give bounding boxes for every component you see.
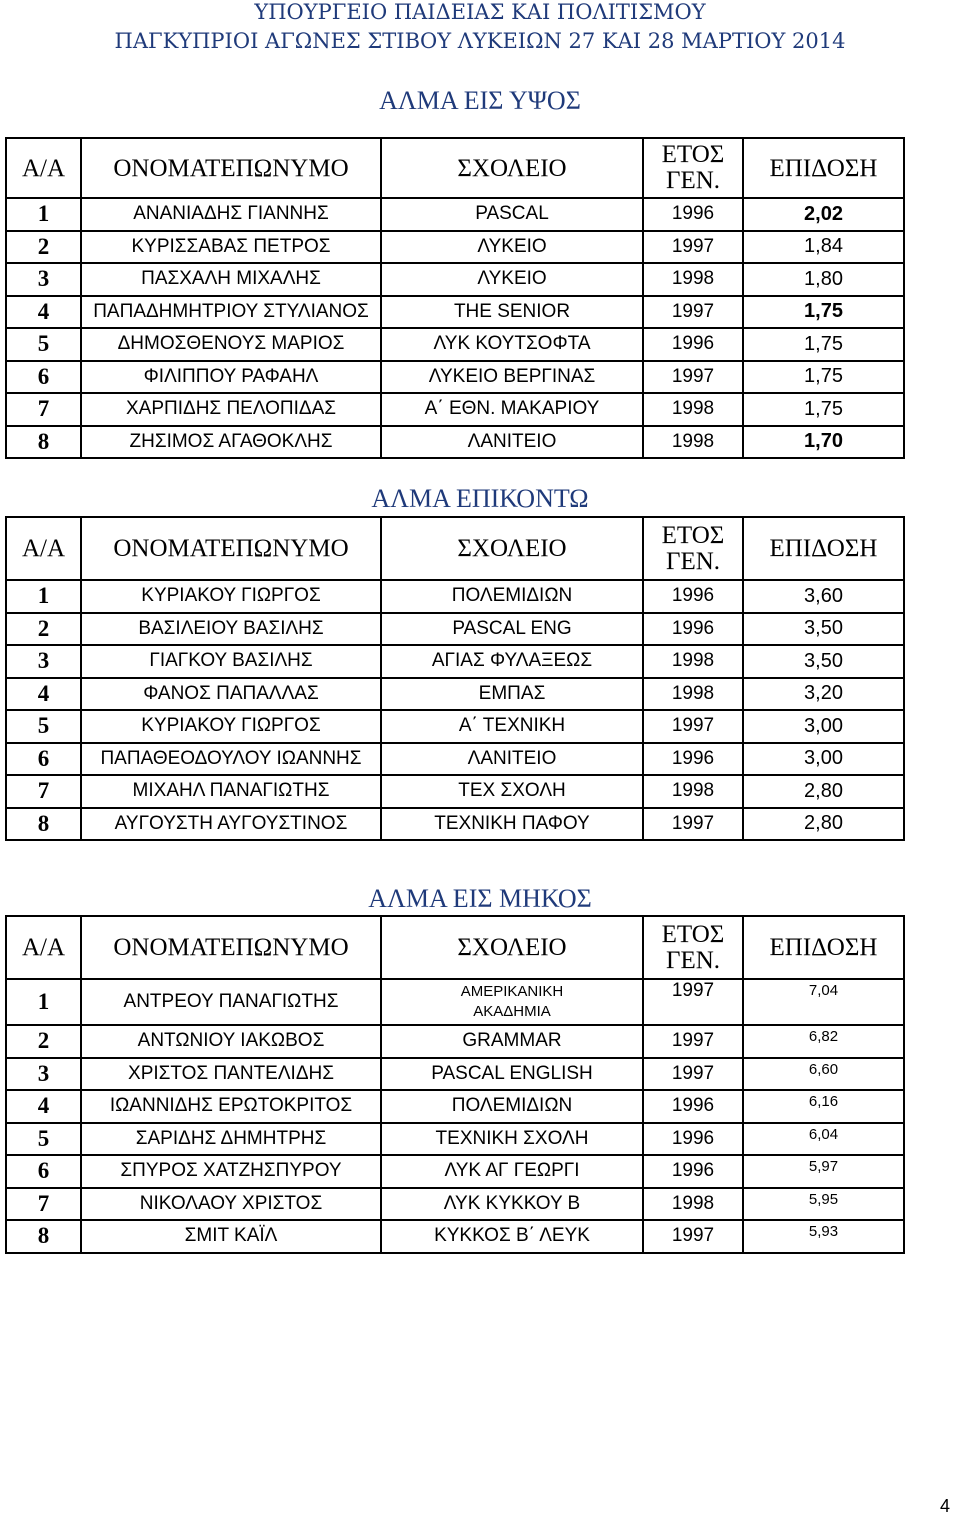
row-number: 3 [6,1058,81,1091]
col-aa: Α/Α [6,916,81,979]
row-number: 3 [6,645,81,678]
col-school: ΣΧΟΛΕΙΟ [381,916,643,979]
table-row [6,1090,904,1123]
birth-year: 1998 [643,645,743,678]
performance: 1,75 [743,328,904,361]
pole-vault-title: ΑΛΜΑ ΕΠΙΚΟΝΤΩ [371,484,589,513]
row-number: 1 [6,580,81,613]
birth-year: 1996 [643,328,743,361]
school: ΕΜΠΑΣ [381,678,643,711]
birth-year: 1996 [643,1155,743,1188]
athlete-name: ΒΑΣΙΛΕΙΟΥ ΒΑΣΙΛΗΣ [81,613,381,646]
col-year-line1: ΕΤΟΣ [661,920,725,948]
row-number: 4 [6,296,81,329]
athlete-name: ΑΝΤΩΝΙΟΥ ΙΑΚΩΒΟΣ [81,1025,381,1058]
school: ΛΥΚΕΙΟ [381,263,643,296]
performance: 1,84 [743,231,904,264]
row-number: 8 [6,1220,81,1253]
row-number: 2 [6,613,81,646]
birth-year: 1997 [643,296,743,329]
school: ΛΥΚΕΙΟ [381,231,643,264]
athlete-name: ΝΙΚΟΛΑΟΥ ΧΡΙΣΤΟΣ [81,1188,381,1221]
col-year-line2: ΓΕΝ. [665,946,721,974]
long-jump-table [5,915,905,1254]
school: ΤΕΧΝΙΚΗ ΠΑΦΟΥ [381,808,643,841]
school: GRAMMAR [381,1025,643,1058]
birth-year: 1996 [643,613,743,646]
row-number: 1 [6,979,81,1025]
school: ΛΥΚ ΚΥΚΚΟΥ Β [381,1188,643,1221]
birth-year: 1998 [643,775,743,808]
school: ΤΕΧΝΙΚΗ ΣΧΟΛΗ [381,1123,643,1156]
table-row [6,1058,904,1091]
birth-year: 1997 [643,1220,743,1253]
table-row [6,328,904,361]
performance: 5,97 [743,1155,904,1188]
row-number: 2 [6,231,81,264]
athlete-name: ΔΗΜΟΣΘΕΝΟΥΣ ΜΑΡΙΟΣ [81,328,381,361]
table-row [6,808,904,841]
athlete-name: ΣΠΥΡΟΣ ΧΑΤΖΗΣΠΥΡΟΥ [81,1155,381,1188]
athlete-name: ΚΥΡΙΣΣΑΒΑΣ ΠΕΤΡΟΣ [81,231,381,264]
col-year-line2: ΓΕΝ. [665,167,721,194]
col-year-line1: ΕΤΟΣ [661,521,725,549]
athlete-name: ΚΥΡΙΑΚΟΥ ΓΙΩΡΓΟΣ [81,710,381,743]
performance: 6,60 [743,1058,904,1091]
school [381,979,643,1025]
table-header-row [6,517,904,580]
ministry-title: ΥΠΟΥΡΓΕΙΟ ΠΑΙΔΕΙΑΣ ΚΑΙ ΠΟΛΙΤΙΣΜΟΥ [254,0,706,24]
row-number: 7 [6,393,81,426]
athlete-name: ΠΑΣΧΑΛΗ ΜΙΧΑΛΗΣ [81,263,381,296]
col-school: ΣΧΟΛΕΙΟ [381,138,643,198]
performance: 1,75 [743,361,904,394]
birth-year: 1997 [643,361,743,394]
table-row [6,1123,904,1156]
school-line2: ΑΚΑΔΗΜΙΑ [473,1003,551,1020]
school: PASCAL ENGLISH [381,1058,643,1091]
athlete-name: ΠΑΠΑΘΕΟΔΟΥΛΟΥ ΙΩΑΝΝΗΣ [81,743,381,776]
table-header-row [6,916,904,979]
table-row [6,678,904,711]
performance: 3,00 [743,743,904,776]
birth-year: 1998 [643,1188,743,1221]
school: Α΄ ΕΘΝ. ΜΑΚΑΡΙΟΥ [381,393,643,426]
table-row [6,426,904,459]
athlete-name: ΜΙΧΑΗΛ ΠΑΝΑΓΙΩΤΗΣ [81,775,381,808]
row-number: 7 [6,1188,81,1221]
col-year [643,916,743,979]
row-number: 4 [6,678,81,711]
performance: 1,75 [743,296,904,329]
performance: 2,80 [743,775,904,808]
table-row [6,743,904,776]
performance: 2,02 [743,198,904,231]
table-row [6,296,904,329]
table-row [6,1188,904,1221]
col-year-line2: ΓΕΝ. [665,547,721,575]
birth-year: 1996 [643,1090,743,1123]
event-title: ΠΑΓΚΥΠΡΙΟΙ ΑΓΩΝΕΣ ΣΤΙΒΟΥ ΛΥΚΕΙΩΝ 27 ΚΑΙ 28 ΜΑΡΤΙΟΥ 2014 [114,29,846,53]
col-perf: ΕΠΙΔΟΣΗ [743,517,904,580]
col-name: ΟΝΟΜΑΤΕΠΩΝΥΜΟ [81,916,381,979]
row-number: 5 [6,1123,81,1156]
table-row [6,710,904,743]
table-row [6,979,904,1025]
birth-year: 1998 [643,678,743,711]
high-jump-title: ΑΛΜΑ ΕΙΣ ΥΨΟΣ [379,86,581,115]
athlete-name: ΑΥΓΟΥΣΤΗ ΑΥΓΟΥΣΤΙΝΟΣ [81,808,381,841]
birth-year: 1997 [643,1025,743,1058]
school: THE SENIOR [381,296,643,329]
table-row [6,1025,904,1058]
table-row [6,231,904,264]
birth-year: 1997 [643,231,743,264]
row-number: 6 [6,1155,81,1188]
long-jump-title: ΑΛΜΑ ΕΙΣ ΜΗΚΟΣ [368,884,592,913]
row-number: 5 [6,328,81,361]
table-row [6,775,904,808]
performance: 1,70 [743,426,904,459]
birth-year: 1997 [643,710,743,743]
school: PASCAL ENG [381,613,643,646]
school: ΛΥΚ ΑΓ ΓΕΩΡΓΙ [381,1155,643,1188]
birth-year: 1998 [643,393,743,426]
birth-year: 1997 [643,979,743,1025]
performance: 6,82 [743,1025,904,1058]
birth-year: 1997 [643,1058,743,1091]
table-header-row [6,138,904,198]
birth-year: 1998 [643,263,743,296]
table-row [6,198,904,231]
col-aa: Α/Α [6,517,81,580]
table-row [6,613,904,646]
col-year [643,517,743,580]
school: ΠΟΛΕΜΙΔΙΩΝ [381,1090,643,1123]
athlete-name: ΙΩΑΝΝΙΔΗΣ ΕΡΩΤΟΚΡΙΤΟΣ [81,1090,381,1123]
page-number: 4 [940,1496,951,1516]
athlete-name: ΑΝΑΝΙΑΔΗΣ ΓΙΑΝΝΗΣ [81,198,381,231]
col-school: ΣΧΟΛΕΙΟ [381,517,643,580]
table-row [6,645,904,678]
performance: 3,60 [743,580,904,613]
performance: 3,00 [743,710,904,743]
row-number: 4 [6,1090,81,1123]
athlete-name: ΣΜΙΤ ΚΑΪΛ [81,1220,381,1253]
school: PASCAL [381,198,643,231]
row-number: 6 [6,743,81,776]
athlete-name: ΠΑΠΑΔΗΜΗΤΡΙΟΥ ΣΤΥΛΙΑΝΟΣ [81,296,381,329]
athlete-name: ΓΙΑΓΚΟΥ ΒΑΣΙΛΗΣ [81,645,381,678]
birth-year: 1998 [643,426,743,459]
performance: 2,80 [743,808,904,841]
row-number: 6 [6,361,81,394]
col-year [643,138,743,198]
col-name: ΟΝΟΜΑΤΕΠΩΝΥΜΟ [81,517,381,580]
col-year-line1: ΕΤΟΣ [661,141,725,168]
school: ΛΥΚ ΚΟΥΤΣΟΦΤΑ [381,328,643,361]
school: ΛΥΚΕΙΟ ΒΕΡΓΙΝΑΣ [381,361,643,394]
table-row [6,580,904,613]
table-row [6,393,904,426]
col-name: ΟΝΟΜΑΤΕΠΩΝΥΜΟ [81,138,381,198]
birth-year: 1997 [643,808,743,841]
row-number: 1 [6,198,81,231]
performance: 1,80 [743,263,904,296]
school: ΚΥΚΚΟΣ Β΄ ΛΕΥΚ [381,1220,643,1253]
row-number: 7 [6,775,81,808]
pole-vault-table [5,516,905,841]
school: Α΄ ΤΕΧΝΙΚΗ [381,710,643,743]
performance: 3,20 [743,678,904,711]
performance: 1,75 [743,393,904,426]
performance: 5,93 [743,1220,904,1253]
col-perf: ΕΠΙΔΟΣΗ [743,138,904,198]
table-row [6,1155,904,1188]
athlete-name: ΚΥΡΙΑΚΟΥ ΓΙΩΡΓΟΣ [81,580,381,613]
performance: 7,04 [743,979,904,1025]
school: ΛΑΝΙΤΕΙΟ [381,426,643,459]
performance: 3,50 [743,645,904,678]
performance: 6,16 [743,1090,904,1123]
athlete-name: ΦΙΛΙΠΠΟΥ ΡΑΦΑΗΛ [81,361,381,394]
school: ΑΓΙΑΣ ΦΥΛΑΞΕΩΣ [381,645,643,678]
athlete-name: ΑΝΤΡΕΟΥ ΠΑΝΑΓΙΩΤΗΣ [81,979,381,1025]
athlete-name: ΣΑΡΙΔΗΣ ΔΗΜΗΤΡΗΣ [81,1123,381,1156]
row-number: 3 [6,263,81,296]
table-row [6,361,904,394]
school: ΤΕΧ ΣΧΟΛΗ [381,775,643,808]
col-perf: ΕΠΙΔΟΣΗ [743,916,904,979]
col-aa: Α/Α [6,138,81,198]
performance: 3,50 [743,613,904,646]
athlete-name: ΦΑΝΟΣ ΠΑΠΑΛΛΑΣ [81,678,381,711]
birth-year: 1996 [643,1123,743,1156]
athlete-name: ΧΡΙΣΤΟΣ ΠΑΝΤΕΛΙΔΗΣ [81,1058,381,1091]
birth-year: 1996 [643,580,743,613]
row-number: 5 [6,710,81,743]
table-row [6,1220,904,1253]
athlete-name: ΧΑΡΠΙΔΗΣ ΠΕΛΟΠΙΔΑΣ [81,393,381,426]
birth-year: 1996 [643,198,743,231]
athlete-name: ΖΗΣΙΜΟΣ ΑΓΑΘΟΚΛΗΣ [81,426,381,459]
table-row [6,263,904,296]
performance: 6,04 [743,1123,904,1156]
school-line1: ΑΜΕΡΙΚΑΝΙΚΗ [460,983,564,1000]
school: ΛΑΝΙΤΕΙΟ [381,743,643,776]
row-number: 8 [6,808,81,841]
row-number: 8 [6,426,81,459]
high-jump-table [5,137,905,459]
birth-year: 1996 [643,743,743,776]
performance: 5,95 [743,1188,904,1221]
school: ΠΟΛΕΜΙΔΙΩΝ [381,580,643,613]
row-number: 2 [6,1025,81,1058]
